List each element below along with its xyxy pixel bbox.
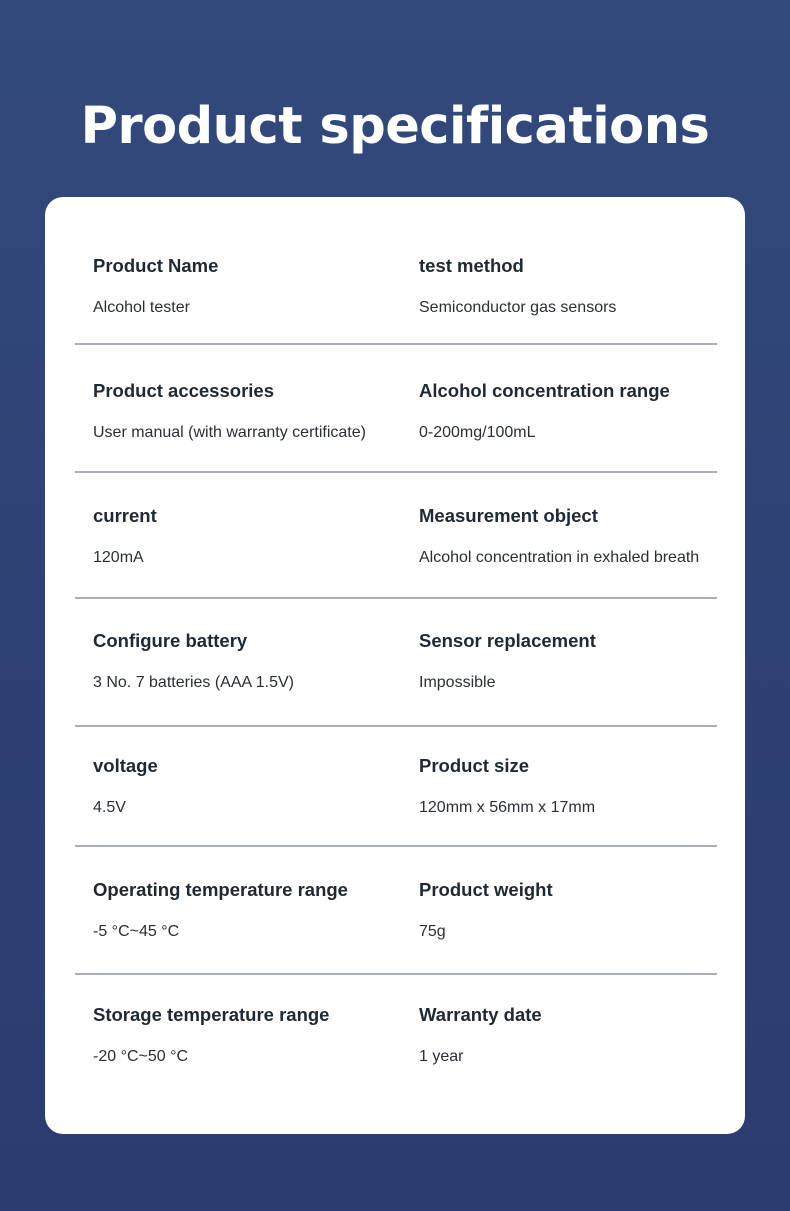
spec-value: 120mm x 56mm x 17mm — [419, 799, 596, 816]
spec-card — [45, 197, 745, 1134]
spec-label: Configure battery — [93, 630, 248, 651]
spec-cell — [93, 504, 403, 568]
spec-value: Semiconductor gas sensors — [419, 299, 617, 316]
spec-value: -20 °C~50 °C — [93, 1048, 189, 1065]
page-title: Product specifications — [80, 97, 710, 156]
row-divider — [75, 343, 717, 345]
spec-label: Operating temperature range — [93, 879, 348, 900]
spec-label: Sensor replacement — [419, 630, 596, 651]
spec-cell — [93, 1003, 403, 1067]
spec-value: 3 No. 7 batteries (AAA 1.5V) — [93, 674, 294, 691]
spec-cell — [93, 878, 403, 942]
spec-value: 120mA — [93, 549, 144, 566]
spec-label: Product weight — [419, 879, 553, 900]
spec-label: Storage temperature range — [93, 1004, 330, 1025]
spec-label: Product Name — [93, 255, 219, 276]
spec-cell — [419, 629, 719, 693]
spec-label: Product accessories — [93, 380, 274, 401]
spec-value: User manual (with warranty certificate) — [93, 424, 366, 441]
spec-cell — [419, 1003, 719, 1067]
spec-label: Product size — [419, 755, 529, 776]
spec-label: current — [93, 505, 157, 526]
spec-cell — [93, 254, 403, 318]
spec-label: Measurement object — [419, 505, 598, 526]
row-divider — [75, 845, 717, 847]
spec-value: 0-200mg/100mL — [419, 424, 536, 441]
row-divider — [75, 471, 717, 473]
spec-label: Warranty date — [419, 1004, 542, 1025]
spec-cell — [419, 254, 719, 318]
spec-value: -5 °C~45 °C — [93, 923, 180, 940]
spec-value: Impossible — [419, 674, 496, 691]
spec-cell — [419, 878, 719, 942]
spec-cell — [419, 754, 719, 818]
spec-cell — [419, 504, 719, 568]
spec-value: 75g — [419, 923, 446, 940]
spec-label: test method — [419, 255, 524, 276]
spec-label: Alcohol concentration range — [419, 380, 670, 401]
row-divider — [75, 725, 717, 727]
spec-cell — [93, 629, 403, 693]
spec-value: Alcohol tester — [93, 299, 190, 316]
spec-label: voltage — [93, 755, 158, 776]
spec-cell — [93, 754, 403, 818]
spec-cell — [93, 379, 403, 443]
row-divider — [75, 973, 717, 975]
spec-cell — [419, 379, 719, 443]
spec-value: 4.5V — [93, 799, 126, 816]
row-divider — [75, 597, 717, 599]
spec-value: Alcohol concentration in exhaled breath — [419, 549, 700, 566]
spec-value: 1 year — [419, 1048, 464, 1065]
